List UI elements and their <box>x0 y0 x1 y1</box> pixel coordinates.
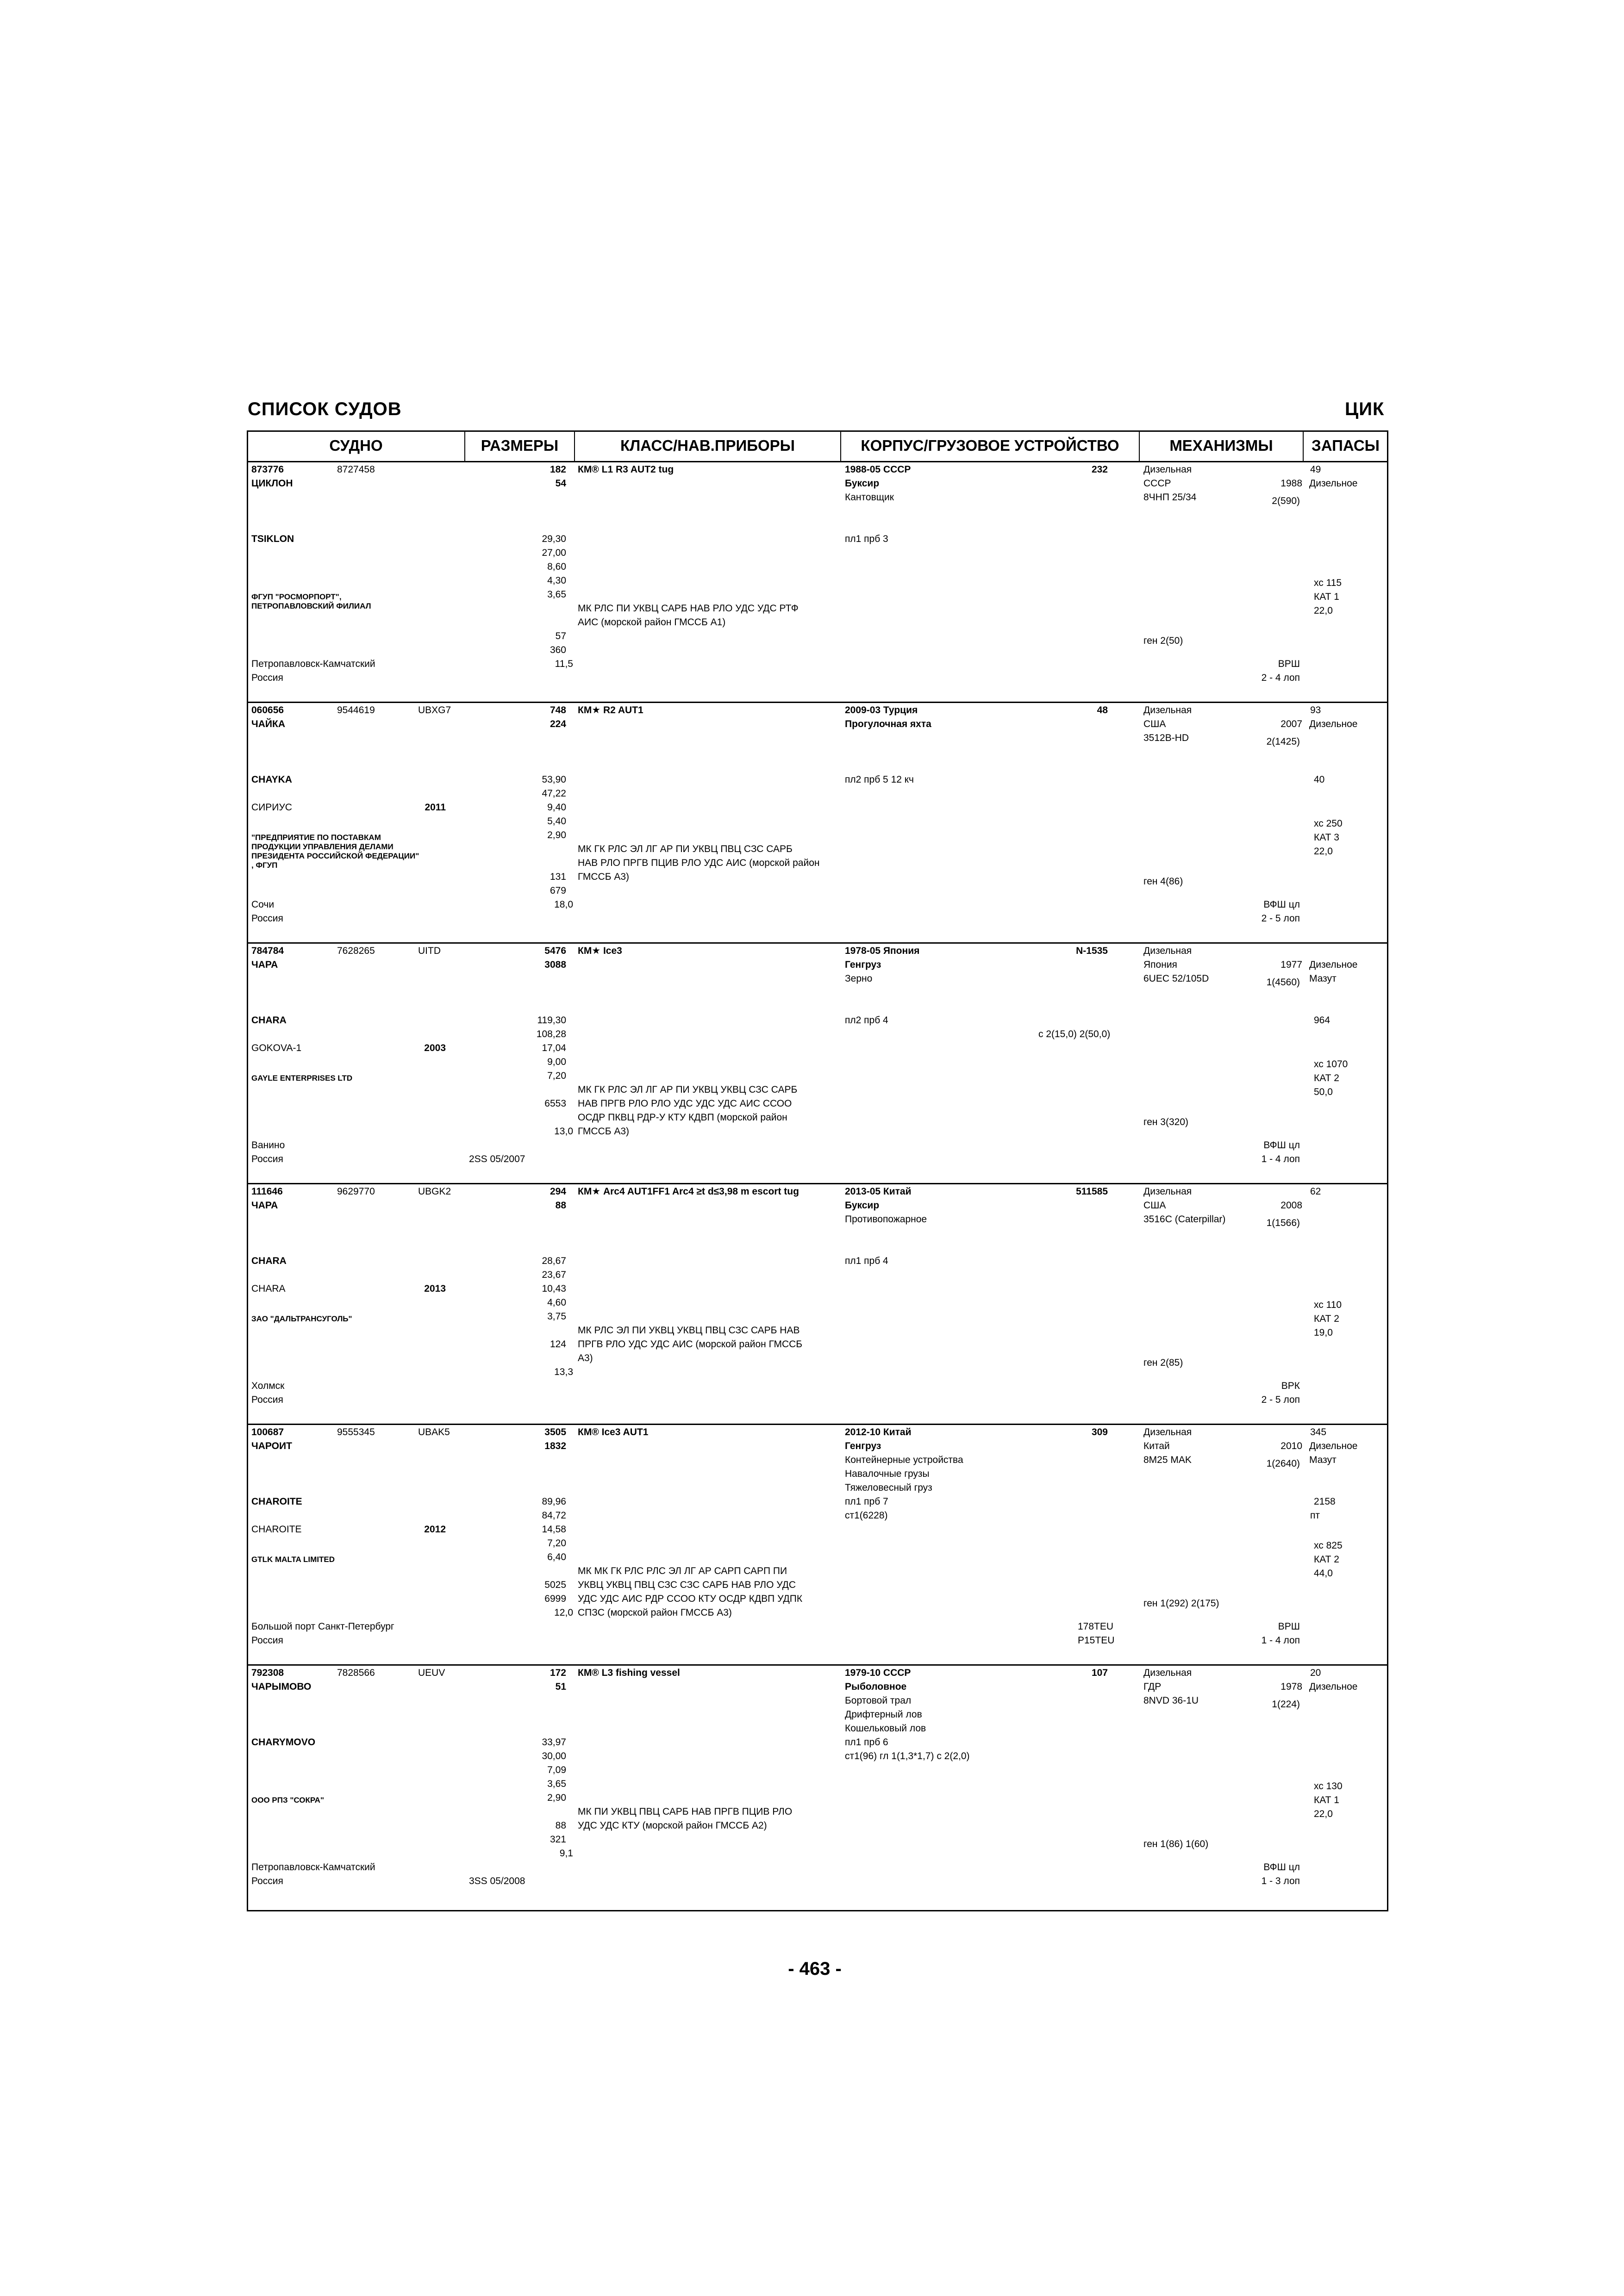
dimension-value: 13,0 <box>554 1126 573 1137</box>
cargo-line: Бортовой трал <box>845 1695 912 1706</box>
ship-name: ЧАРОИТ <box>251 1441 292 1451</box>
engine-country: Китай <box>1143 1441 1170 1451</box>
ship-name-latin: CHAROITE <box>251 1496 302 1507</box>
supply-value: 49 <box>1310 464 1321 475</box>
engine-power: 1(224) <box>1272 1699 1300 1710</box>
propeller: ВФШ цл <box>1263 899 1300 910</box>
engine-power: 2(1425) <box>1266 736 1300 747</box>
ship-type: Буксир <box>845 478 880 489</box>
reg-number: 873776 <box>251 464 284 475</box>
net-tonnage: 224 <box>550 719 566 729</box>
supply-fuel: Мазут <box>1309 973 1337 984</box>
call-sign: UITD <box>418 946 441 956</box>
owner-line: ФГУП "РОСМОРПОРТ", <box>251 592 342 601</box>
flag: Россия <box>251 672 283 683</box>
col-divider <box>1139 430 1140 461</box>
dimension-value: 8,60 <box>547 561 566 572</box>
engine-country: СССР <box>1143 478 1171 489</box>
former-name: GOKOVA-1 <box>251 1043 302 1053</box>
hull-line: пл1 прб 3 <box>845 534 888 544</box>
class-notation: КМ★ R2 AUT1 <box>578 705 643 716</box>
engine-country: Япония <box>1143 959 1177 970</box>
teu: P15TEU <box>1078 1635 1115 1646</box>
hull-line: пл1 прб 4 <box>845 1256 888 1266</box>
dimension-value: 9,40 <box>547 802 566 813</box>
supply-line: 22,0 <box>1314 846 1333 857</box>
engine-country: США <box>1143 719 1166 729</box>
cargo-line: пл1 прб 6 <box>845 1737 888 1748</box>
header-divider <box>247 461 1388 462</box>
home-port: Большой порт Санкт-Петербург <box>251 1621 394 1632</box>
supply-line: хс 130 <box>1314 1781 1343 1792</box>
former-name-year: 2011 <box>425 802 446 813</box>
owner-line: , ФГУП <box>251 861 278 870</box>
dimension-value: 28,67 <box>542 1256 566 1266</box>
flag: Россия <box>251 1154 283 1164</box>
nav-equipment: НАВ ПРГВ РЛО РЛО УДС УДС УДС АИС ССОО <box>578 1098 792 1109</box>
row-divider <box>247 1183 1388 1184</box>
supply-line: хс 1070 <box>1314 1059 1348 1070</box>
generators: ген 4(86) <box>1143 876 1183 887</box>
nav-equipment: МК ПИ УКВЦ ПВЦ САРБ НАВ ПРГВ ПЦИВ РЛО <box>578 1806 793 1817</box>
owner-line: ЗАО "ДАЛЬТРАНСУГОЛЬ" <box>251 1314 352 1323</box>
cargo-line: Кошельковый лов <box>845 1723 926 1734</box>
engine-power: 2(590) <box>1272 496 1300 506</box>
dimension-value: 33,97 <box>542 1737 566 1748</box>
engine-year: 1978 <box>1280 1681 1302 1692</box>
supply-line: КАТ 3 <box>1314 832 1339 843</box>
hull-line: пл2 прб 5 12 кч <box>845 774 914 785</box>
nav-equipment: МК МК ГК РЛС РЛС ЭЛ ЛГ АР САРП САРП ПИ <box>578 1566 787 1576</box>
ship-name: ЦИКЛОН <box>251 478 293 489</box>
nav-equipment: АИС (морской район ГМССБ А1) <box>578 617 726 628</box>
ship-name: ЧАЙКА <box>251 719 285 729</box>
former-name: СИРИУС <box>251 802 292 813</box>
cargo-line: пл1 прб 7 <box>845 1496 888 1507</box>
reg-number: 060656 <box>251 705 284 716</box>
supply-value: 345 <box>1310 1427 1327 1437</box>
dimension-value: 4,60 <box>547 1297 566 1308</box>
supply-line: КАТ 1 <box>1314 591 1339 602</box>
cargo-line: ст1(6228) <box>845 1510 888 1521</box>
imo-number: 9555345 <box>337 1427 375 1437</box>
page-number: - 463 - <box>788 1959 842 1979</box>
nav-equipment: МК РЛС ЭЛ ПИ УКВЦ УКВЦ ПВЦ СЗС САРБ НАВ <box>578 1325 800 1336</box>
dimension-value: 5025 <box>544 1580 566 1590</box>
home-port: Сочи <box>251 899 275 910</box>
former-name-year: 2012 <box>424 1524 446 1535</box>
supply-line: КАТ 2 <box>1314 1313 1339 1324</box>
supply-line: 50,0 <box>1314 1087 1333 1097</box>
supply-fuel: Мазут <box>1309 1455 1337 1465</box>
build-date-country: 1978-05 Япония <box>845 946 920 956</box>
engine-type: Дизельная <box>1143 1427 1192 1437</box>
ship-name-latin: CHAYKA <box>251 774 292 785</box>
supply-fuel: Дизельное <box>1309 719 1358 729</box>
propeller-blades: 2 - 5 лоп <box>1261 913 1300 924</box>
gross-tonnage: 182 <box>550 464 566 475</box>
net-tonnage: 51 <box>555 1681 566 1692</box>
dimension-value: 7,09 <box>547 1765 566 1775</box>
ship-type: Прогулочная яхта <box>845 719 931 729</box>
col-header-hull: КОРПУС/ГРУЗОВОЕ УСТРОЙСТВО <box>861 437 1119 454</box>
engine-model: 8ЧНП 25/34 <box>1143 492 1197 503</box>
supply-line: 44,0 <box>1314 1568 1333 1579</box>
engine-power: 1(2640) <box>1266 1458 1300 1469</box>
supply-value: 2158 <box>1314 1496 1336 1507</box>
former-name-year: 2003 <box>424 1043 446 1053</box>
supply-line: КАТ 2 <box>1314 1554 1339 1565</box>
dimension-value: 3,75 <box>547 1311 566 1322</box>
supply-line: КАТ 1 <box>1314 1795 1339 1805</box>
col-divider <box>574 430 575 461</box>
ship-record <box>247 1425 1388 1662</box>
reg-number: 111646 <box>251 1186 283 1197</box>
row-divider <box>247 942 1388 944</box>
ship-type: Буксир <box>845 1200 880 1211</box>
supply-line: хс 825 <box>1314 1540 1343 1551</box>
gross-tonnage: 294 <box>550 1186 566 1197</box>
imo-number: 7828566 <box>337 1668 375 1678</box>
dimension-value: 12,0 <box>554 1607 573 1618</box>
row-divider <box>247 702 1388 703</box>
gross-tonnage: 3505 <box>544 1427 566 1437</box>
supply-value: 964 <box>1314 1015 1330 1026</box>
engine-type: Дизельная <box>1143 464 1192 475</box>
owner-line: GAYLE ENTERPRISES LTD <box>251 1074 353 1083</box>
dimension-value: 679 <box>550 885 566 896</box>
net-tonnage: 54 <box>555 478 566 489</box>
supply-value: 20 <box>1310 1668 1321 1678</box>
imo-number: 9629770 <box>337 1186 375 1197</box>
class-notation: КМ★ Ice3 <box>578 946 622 956</box>
ship-record <box>247 1666 1388 1903</box>
engine-type: Дизельная <box>1143 1668 1192 1678</box>
engine-year: 2007 <box>1280 719 1302 729</box>
dimension-value: 18,0 <box>554 899 573 910</box>
supply-value: 93 <box>1310 705 1321 716</box>
class-notation: КМ® L3 fishing vessel <box>578 1668 680 1678</box>
survey: 2SS 05/2007 <box>469 1154 525 1164</box>
class-notation: КМ® Ice3 AUT1 <box>578 1427 649 1437</box>
page-title: СПИСОК СУДОВ <box>248 399 402 419</box>
imo-number: 9544619 <box>337 705 375 716</box>
gross-tonnage: 172 <box>550 1668 566 1678</box>
dimension-value: 2,90 <box>547 830 566 840</box>
engine-type: Дизельная <box>1143 705 1192 716</box>
col-header-dimensions: РАЗМЕРЫ <box>481 437 559 454</box>
engine-model: 6UEC 52/105D <box>1143 973 1209 984</box>
former-name: CHARA <box>251 1283 286 1294</box>
dimension-value: 360 <box>550 645 566 655</box>
net-tonnage: 1832 <box>544 1441 566 1451</box>
propeller: ВРК <box>1281 1381 1300 1391</box>
engine-type: Дизельная <box>1143 1186 1192 1197</box>
deadweight: 232 <box>1091 464 1108 475</box>
deadweight: 48 <box>1097 705 1108 716</box>
home-port: Петропавловск-Камчатский <box>251 659 375 669</box>
section-code: ЦИК <box>1345 399 1385 419</box>
dimension-value: 13,3 <box>554 1367 573 1377</box>
supply-line: 22,0 <box>1314 1809 1333 1819</box>
col-divider <box>464 430 465 461</box>
hull-line: пл2 прб 4 <box>845 1015 888 1026</box>
dimension-value: 14,58 <box>542 1524 566 1535</box>
net-tonnage: 88 <box>555 1200 566 1211</box>
col-header-ship: СУДНО <box>329 437 383 454</box>
ship-record <box>247 944 1388 1181</box>
ship-name: ЧАРЫМОВО <box>251 1681 312 1692</box>
cargo-line: ст1(96) гл 1(1,3*1,7) с 2(2,0) <box>845 1751 970 1761</box>
ship-name: ЧАРА <box>251 1200 278 1211</box>
dimension-value: 7,20 <box>547 1538 566 1549</box>
deadweight: 309 <box>1091 1427 1108 1437</box>
dimension-value: 9,00 <box>547 1057 566 1067</box>
call-sign: UBGK2 <box>418 1186 451 1197</box>
ship-type: Генгруз <box>845 1441 881 1451</box>
dimension-value: 119,30 <box>537 1015 566 1026</box>
owner-line: GTLK MALTA LIMITED <box>251 1555 335 1564</box>
dimension-value: 53,90 <box>542 774 566 785</box>
home-port: Холмск <box>251 1381 285 1391</box>
dimension-value: 47,22 <box>542 788 566 799</box>
dimension-value: 6,40 <box>547 1552 566 1562</box>
owner-line: ООО РПЗ "СОКРА" <box>251 1796 325 1804</box>
dimension-value: 88 <box>555 1820 566 1831</box>
dimension-value: 131 <box>550 871 566 882</box>
nav-equipment: МК РЛС ПИ УКВЦ САРБ НАВ РЛО УДС УДС РТФ <box>578 603 799 614</box>
supply-line: 22,0 <box>1314 605 1333 616</box>
engine-year: 1977 <box>1280 959 1302 970</box>
supply-fuel: Дизельное <box>1309 478 1358 489</box>
dimension-value: 124 <box>550 1339 566 1350</box>
call-sign: UEUV <box>418 1668 445 1678</box>
propeller: ВФШ цл <box>1263 1862 1300 1873</box>
supply-fuel: Дизельное <box>1309 1681 1358 1692</box>
flag: Россия <box>251 913 283 924</box>
cargo-line: Контейнерные устройства <box>845 1455 963 1465</box>
dimension-value: 6999 <box>544 1593 566 1604</box>
dimension-value: 27,00 <box>542 548 566 558</box>
engine-power: 1(4560) <box>1266 977 1300 988</box>
col-divider <box>840 430 841 461</box>
ship-name-latin: TSIKLON <box>251 534 294 544</box>
former-name-year: 2013 <box>424 1283 446 1294</box>
supply-value: пт <box>1310 1510 1320 1521</box>
propeller: ВФШ цл <box>1263 1140 1300 1151</box>
dimension-value: 30,00 <box>542 1751 566 1761</box>
imo-number: 7628265 <box>337 946 375 956</box>
cargo-line: Тяжеловесный груз <box>845 1482 932 1493</box>
supply-line: хс 115 <box>1314 578 1342 588</box>
row-divider <box>247 1664 1388 1666</box>
dimension-value: 23,67 <box>542 1269 566 1280</box>
class-notation: КМ® L1 R3 AUT2 tug <box>578 464 674 475</box>
engine-power: 1(1566) <box>1266 1218 1300 1228</box>
build-date-country: 2009-03 Турция <box>845 705 918 716</box>
home-port: Петропавловск-Камчатский <box>251 1862 375 1873</box>
dimension-value: 11,5 <box>555 659 573 669</box>
survey: 3SS 05/2008 <box>469 1876 525 1886</box>
ship-name: ЧАРА <box>251 959 278 970</box>
engine-model: 3512B-HD <box>1143 733 1189 743</box>
supply-fuel: Дизельное <box>1309 1441 1358 1451</box>
dimension-value: 17,04 <box>542 1043 566 1053</box>
deadweight: N-1535 <box>1076 946 1108 956</box>
nav-equipment: УКВЦ УКВЦ ПВЦ СЗС СЗС САРБ НАВ РЛО УДС <box>578 1580 796 1590</box>
ship-type: Генгруз <box>845 959 881 970</box>
col-header-machinery: МЕХАНИЗМЫ <box>1169 437 1273 454</box>
build-date-country: 2013-05 Китай <box>845 1186 912 1197</box>
dimension-value: 9,1 <box>559 1848 573 1859</box>
reg-number: 784784 <box>251 946 284 956</box>
dimension-value: 57 <box>555 631 566 641</box>
engine-model: 3516C (Caterpillar) <box>1143 1214 1226 1225</box>
propeller-blades: 2 - 5 лоп <box>1261 1394 1300 1405</box>
dimension-value: 321 <box>550 1834 566 1845</box>
supply-value: 62 <box>1310 1186 1321 1197</box>
nav-equipment: А3) <box>578 1353 593 1363</box>
dimension-value: 10,43 <box>542 1283 566 1294</box>
engine-type: Дизельная <box>1143 946 1192 956</box>
engine-model: 8M25 MAK <box>1143 1455 1192 1465</box>
propeller-blades: 1 - 3 лоп <box>1261 1876 1300 1886</box>
flag: Россия <box>251 1635 283 1646</box>
nav-equipment: ОСДР ПКВЦ РДР-У КТУ КДВП (морской район <box>578 1112 787 1123</box>
reg-number: 792308 <box>251 1668 284 1678</box>
generators: ген 2(50) <box>1143 635 1183 646</box>
generators: ген 3(320) <box>1143 1117 1189 1127</box>
class-notation: КМ★ Arc4 AUT1FF1 Arc4 ≥t d≤3,98 m escort tug <box>578 1186 799 1197</box>
deadweight: 511585 <box>1076 1186 1108 1197</box>
engine-year: 1988 <box>1280 478 1302 489</box>
flag: Россия <box>251 1394 283 1405</box>
cargo-line: Кантовщик <box>845 492 894 503</box>
nav-equipment: ПРГВ РЛО УДС УДС АИС (морской район ГМССБ <box>578 1339 803 1350</box>
dimension-value: 89,96 <box>542 1496 566 1507</box>
ship-record <box>247 463 1388 700</box>
ship-record <box>247 703 1388 940</box>
propeller: ВРШ <box>1278 1621 1300 1632</box>
build-date-country: 1979-10 СССР <box>845 1668 911 1678</box>
generators: ген 1(86) 1(60) <box>1143 1839 1209 1849</box>
cargo-line: Зерно <box>845 973 873 984</box>
generators: ген 1(292) 2(175) <box>1143 1598 1219 1609</box>
cargo-line: Противопожарное <box>845 1214 927 1225</box>
nav-equipment: УДС УДС КТУ (морской район ГМССБ А2) <box>578 1820 767 1831</box>
nav-equipment: НАВ РЛО ПРГВ ПЦИВ РЛО УДС АИС (морской район <box>578 858 820 868</box>
cargo-line: Навалочные грузы <box>845 1468 930 1479</box>
supply-line: хс 250 <box>1314 818 1343 829</box>
row-divider <box>247 1424 1388 1425</box>
supply-line: хс 110 <box>1314 1300 1342 1310</box>
dimension-value: 3,65 <box>547 1779 566 1789</box>
owner-line: ПРЕЗИДЕНТА РОССИЙСКОЙ ФЕДЕРАЦИИ" <box>251 852 419 860</box>
build-date-country: 1988-05 СССР <box>845 464 911 475</box>
reg-number: 100687 <box>251 1427 284 1437</box>
supply-line: КАТ 2 <box>1314 1073 1339 1083</box>
gross-tonnage: 5476 <box>544 946 566 956</box>
call-sign: UBXG7 <box>418 705 451 716</box>
supply-value: 40 <box>1314 774 1325 785</box>
flag: Россия <box>251 1876 283 1886</box>
dimension-value: 6553 <box>544 1098 566 1109</box>
supply-line: 19,0 <box>1314 1327 1333 1338</box>
former-name: CHAROITE <box>251 1524 302 1535</box>
dimension-value: 7,20 <box>547 1070 566 1081</box>
supply-fuel: Дизельное <box>1309 959 1358 970</box>
propeller-blades: 1 - 4 лоп <box>1261 1635 1300 1646</box>
engine-country: ГДР <box>1143 1681 1162 1692</box>
dimension-value: 84,72 <box>542 1510 566 1521</box>
nav-equipment: СПЗС (морской район ГМССБ А3) <box>578 1607 732 1618</box>
generators: ген 2(85) <box>1143 1357 1183 1368</box>
ship-record <box>247 1185 1388 1422</box>
engine-country: США <box>1143 1200 1166 1211</box>
engine-year: 2008 <box>1280 1200 1302 1211</box>
ship-name-latin: CHARA <box>251 1256 287 1266</box>
col-header-supplies: ЗАПАСЫ <box>1312 437 1380 454</box>
nav-equipment: МК ГК РЛС ЭЛ ЛГ АР ПИ УКВЦ ПВЦ СЗС САРБ <box>578 844 793 854</box>
ship-name-latin: CHARYMOVO <box>251 1737 316 1748</box>
nav-equipment: МК ГК РЛС ЭЛ ЛГ АР ПИ УКВЦ УКВЦ СЗС САРБ <box>578 1084 798 1095</box>
ship-name-latin: CHARA <box>251 1015 287 1026</box>
dimension-value: 4,30 <box>547 575 566 586</box>
nav-equipment: ГМССБ А3) <box>578 1126 630 1137</box>
dimension-value: 29,30 <box>542 534 566 544</box>
dimension-value: 108,28 <box>536 1029 566 1039</box>
engine-year: 2010 <box>1280 1441 1302 1451</box>
propeller-blades: 1 - 4 лоп <box>1261 1154 1300 1164</box>
engine-model: 8NVD 36-1U <box>1143 1695 1199 1706</box>
teu: 178TEU <box>1078 1621 1114 1632</box>
propeller: ВРШ <box>1278 659 1300 669</box>
owner-line: "ПРЕДПРИЯТИЕ ПО ПОСТАВКАМ <box>251 833 381 842</box>
dimension-value: 3,65 <box>547 589 566 600</box>
build-date-country: 2012-10 Китай <box>845 1427 912 1437</box>
owner-line: ПЕТРОПАВЛОВСКИЙ ФИЛИАЛ <box>251 602 371 610</box>
deadweight: 107 <box>1091 1668 1108 1678</box>
gross-tonnage: 748 <box>550 705 566 716</box>
dimension-value: 2,90 <box>547 1792 566 1803</box>
nav-equipment: УДС УДС АИС РДР ССОО КТУ ОСДР КДВП УДПК <box>578 1593 803 1604</box>
owner-line: ПРОДУКЦИИ УПРАВЛЕНИЯ ДЕЛАМИ <box>251 842 394 851</box>
hull-line: с 2(15,0) 2(50,0) <box>1038 1029 1111 1039</box>
home-port: Ванино <box>251 1140 285 1151</box>
dimension-value: 5,40 <box>547 816 566 827</box>
cargo-line: Дрифтерный лов <box>845 1709 922 1720</box>
net-tonnage: 3088 <box>544 959 566 970</box>
imo-number: 8727458 <box>337 464 375 475</box>
ship-type: Рыболовное <box>845 1681 907 1692</box>
col-header-class: КЛАСС/НАВ.ПРИБОРЫ <box>620 437 795 454</box>
propeller-blades: 2 - 4 лоп <box>1261 672 1300 683</box>
call-sign: UBAK5 <box>418 1427 450 1437</box>
nav-equipment: ГМССБ А3) <box>578 871 630 882</box>
col-divider <box>1303 430 1304 461</box>
